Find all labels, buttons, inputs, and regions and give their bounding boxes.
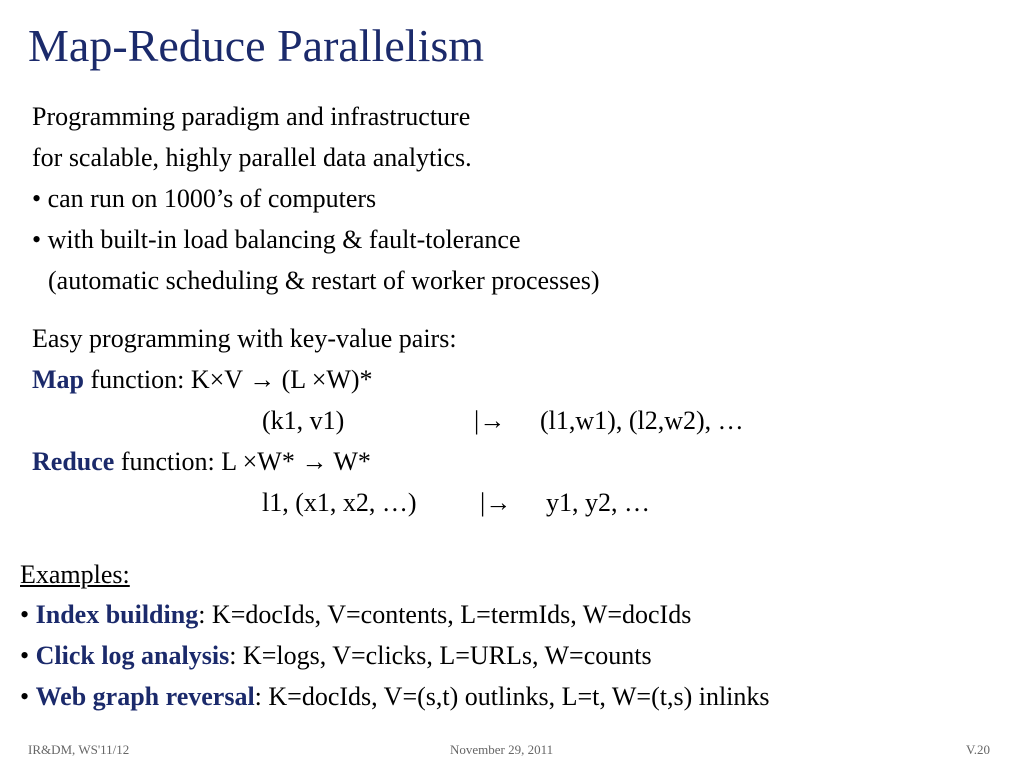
bullet: • xyxy=(20,682,36,711)
example-name: Click log analysis xyxy=(35,641,230,670)
example-item xyxy=(20,639,652,673)
bullet: • xyxy=(20,600,36,629)
reduce-signature: function: L ×W* → W* xyxy=(114,447,371,476)
reduce-input: l1, (x1, x2, …) xyxy=(262,488,417,517)
examples-heading: Examples: xyxy=(20,560,130,589)
example-item xyxy=(20,680,770,714)
map-signature: function: K×V → (L ×W)* xyxy=(84,365,373,394)
example-name: Web graph reversal xyxy=(35,682,255,711)
intro-bullet-2-continuation: (automatic scheduling & restart of worker processes) xyxy=(48,266,600,295)
map-function-line xyxy=(32,363,373,397)
map-label: Map xyxy=(32,365,84,394)
intro-line-2: for scalable, highly parallel data analytics. xyxy=(32,143,472,172)
footer-date: November 29, 2011 xyxy=(450,742,554,757)
intro-line-1: Programming paradigm and infrastructure xyxy=(32,102,471,131)
example-name: Index building xyxy=(35,600,199,629)
intro-bullet-2: • with built-in load balancing & fault-tolerance xyxy=(32,225,521,254)
example-desc: : K=logs, V=clicks, L=URLs, W=counts xyxy=(229,641,652,670)
map-input: (k1, v1) xyxy=(262,406,345,435)
example-desc: : K=docIds, V=contents, L=termIds, W=docIds xyxy=(198,600,692,629)
reduce-output: y1, y2, … xyxy=(546,488,650,517)
example-item xyxy=(20,598,691,632)
example-desc: : K=docIds, V=(s,t) outlinks, L=t, W=(t,s) inlinks xyxy=(254,682,770,711)
bullet: • xyxy=(20,641,36,670)
reduce-label: Reduce xyxy=(32,447,115,476)
map-arrow: |→ xyxy=(474,406,506,435)
intro-bullet-1: • can run on 1000’s of computers xyxy=(32,184,377,213)
kv-heading: Easy programming with key-value pairs: xyxy=(32,324,457,353)
slide-title: Map-Reduce Parallelism xyxy=(28,20,485,71)
reduce-function-line xyxy=(32,445,371,479)
map-output: (l1,w1), (l2,w2), … xyxy=(540,406,744,435)
footer-slide-number: V.20 xyxy=(966,742,990,757)
footer-course: IR&DM, WS'11/12 xyxy=(28,742,130,757)
reduce-arrow: |→ xyxy=(480,488,512,517)
